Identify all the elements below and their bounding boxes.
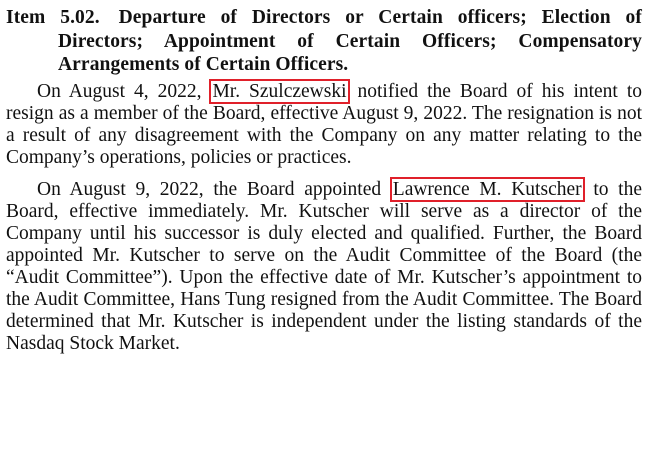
paragraph-text: to the Board, effective immediately. Mr. Kutscher will serve as a director of the Company until his successor is duly elected and qualified. Further, the Board appointed Mr. Kutscher to serve on the Audit Committee of the Board (the “Audit Committee”). Upon the effective date of Mr. Kutscher’s appointment to the Audit Committee, Hans Tung resigned from the Audit Committee. The Board determined that Mr. Kutscher is independent under the listing standards of the Nasdaq Stock Market. (6, 178, 642, 354)
section-heading (6, 6, 642, 77)
section-title: Departure of Directors or Certain officers; Election of Directors; Appointment of Certain Officers; Compensatory Arrangements of Certain Officers. (58, 7, 642, 75)
paragraph-text: On August 9, 2022, the Board appointed (37, 178, 391, 200)
paragraph-appointment (6, 179, 642, 355)
paragraph-text: On August 4, 2022, (37, 80, 211, 102)
highlighted-name-szulczewski: Mr. Szulczewski (209, 79, 349, 104)
paragraph-resignation (6, 81, 642, 169)
item-number: Item 5.02. (6, 7, 100, 28)
document-page (6, 0, 642, 355)
paragraph-text: notified the Board of his intent to resign as a member of the Board, effective August 9, 2022. The resignation is not a result of any disagreement with the Company on any matter relating to the Company’s operations, policies or practices. (6, 80, 642, 168)
highlighted-name-kutscher: Lawrence M. Kutscher (390, 177, 585, 202)
